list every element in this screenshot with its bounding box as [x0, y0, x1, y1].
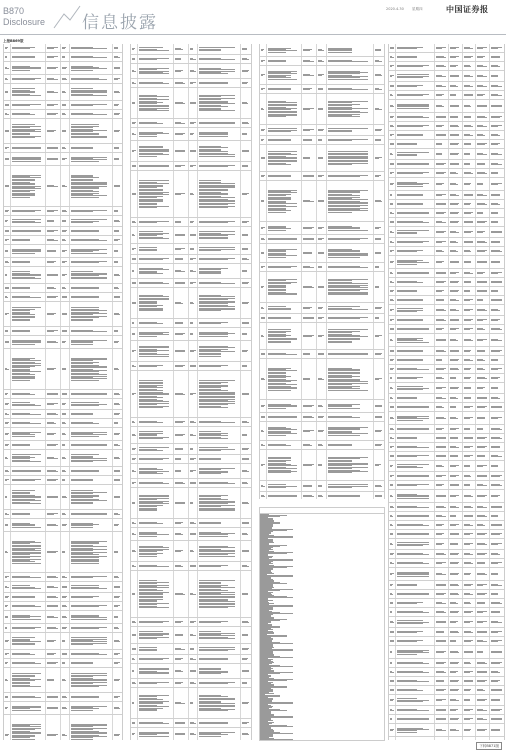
table-row — [131, 627, 251, 644]
table-row — [131, 128, 251, 141]
table-row — [389, 668, 504, 677]
table-row — [131, 44, 251, 55]
table-row — [389, 334, 504, 347]
table-row — [389, 425, 504, 434]
table-row — [260, 521, 384, 528]
table-row — [260, 701, 384, 708]
table-row — [131, 688, 251, 719]
table-row — [4, 668, 122, 693]
table-row — [389, 383, 504, 394]
table-row — [131, 644, 251, 655]
table-row — [4, 593, 122, 602]
table-row — [131, 571, 251, 618]
table-row — [260, 235, 384, 244]
table-row — [260, 595, 384, 604]
table-row — [131, 244, 251, 255]
table-row — [260, 222, 384, 235]
table-row — [389, 539, 504, 550]
table-row — [260, 450, 384, 481]
table-row — [389, 209, 504, 218]
table-row — [389, 550, 504, 559]
table-row — [131, 418, 251, 427]
table-row — [260, 641, 384, 648]
table-row — [131, 288, 251, 319]
table-row — [389, 100, 504, 113]
table-row — [389, 452, 504, 461]
table-row — [260, 125, 384, 136]
table-row — [260, 145, 384, 172]
table-row — [389, 503, 504, 512]
table-row — [389, 637, 504, 646]
table-row — [131, 162, 251, 171]
table-row — [260, 400, 384, 413]
table-row — [389, 559, 504, 568]
table-row — [4, 659, 122, 668]
section-name-cn: 信息披露 — [82, 13, 158, 33]
table-row — [4, 702, 122, 715]
table-row — [260, 413, 384, 422]
table-row — [4, 485, 122, 510]
table-row — [389, 628, 504, 637]
table-row — [260, 263, 384, 272]
table-row — [389, 131, 504, 140]
table-row — [260, 634, 384, 641]
table-row — [4, 227, 122, 236]
table-row — [260, 604, 384, 611]
table-row — [4, 519, 122, 532]
table-row — [4, 101, 122, 110]
table-row — [131, 679, 251, 688]
table-row — [389, 305, 504, 316]
table-row — [4, 349, 122, 390]
table-row — [131, 255, 251, 264]
section-name-en: Disclosure — [3, 17, 46, 27]
table-row — [260, 611, 384, 618]
table-row — [260, 664, 384, 671]
table-row — [131, 328, 251, 341]
table-row — [389, 256, 504, 269]
table-row — [260, 303, 384, 314]
table-row — [131, 119, 251, 128]
table-row — [260, 731, 384, 738]
table-row — [4, 110, 122, 119]
table-row — [389, 646, 504, 659]
table-row — [4, 284, 122, 293]
table-row — [131, 362, 251, 371]
table-row — [260, 558, 384, 565]
table-row — [131, 218, 251, 227]
table-row — [389, 737, 504, 740]
table-row — [4, 693, 122, 702]
table-row — [4, 399, 122, 410]
table-row — [260, 671, 384, 678]
table-row — [4, 62, 122, 75]
table-row — [389, 581, 504, 590]
table-row — [389, 44, 504, 53]
table-row — [131, 88, 251, 119]
table-row — [389, 412, 504, 425]
table-row — [131, 171, 251, 218]
header-divider — [0, 34, 506, 35]
table-row — [260, 648, 384, 655]
table-row — [389, 374, 504, 383]
table-row — [389, 599, 504, 608]
table-row — [389, 160, 504, 169]
table-row — [389, 227, 504, 238]
table-row — [389, 461, 504, 472]
table-row — [4, 75, 122, 84]
table-row — [4, 293, 122, 302]
table-row — [4, 84, 122, 101]
table-row — [131, 455, 251, 464]
table-row — [389, 122, 504, 131]
table-row — [131, 479, 251, 488]
table-row — [389, 53, 504, 62]
table-row — [389, 149, 504, 160]
table-row — [260, 685, 384, 694]
table-row — [260, 181, 384, 222]
table-row — [389, 530, 504, 539]
table-row — [260, 244, 384, 263]
table-row — [131, 227, 251, 244]
table-row — [389, 91, 504, 100]
table-row — [389, 590, 504, 599]
table-row — [131, 55, 251, 64]
table-row — [260, 481, 384, 492]
table-column-3 — [259, 44, 385, 499]
table-row — [4, 602, 122, 611]
table-row — [260, 514, 384, 521]
table-row — [4, 611, 122, 624]
table-row — [4, 302, 122, 327]
table-row — [260, 565, 384, 574]
table-row — [389, 443, 504, 452]
table-row — [389, 434, 504, 443]
table-row — [4, 144, 122, 153]
table-row — [389, 481, 504, 490]
table-row — [389, 365, 504, 374]
table-row — [131, 519, 251, 528]
table-row — [4, 715, 122, 740]
table-row — [389, 695, 504, 706]
table-row — [389, 178, 504, 191]
table-row — [131, 371, 251, 418]
table-row — [4, 510, 122, 519]
table-row — [131, 562, 251, 571]
table-row — [260, 350, 384, 359]
table-row — [4, 216, 122, 227]
table-row — [389, 140, 504, 149]
table-row — [389, 521, 504, 530]
table-row — [260, 715, 384, 724]
table-column-4 — [388, 44, 505, 740]
table-row — [260, 618, 384, 625]
disclosure-tables — [3, 37, 503, 740]
table-row — [260, 625, 384, 634]
table-row — [4, 650, 122, 659]
table-row — [4, 245, 122, 258]
table-row — [131, 264, 251, 279]
table-row — [131, 541, 251, 562]
table-row — [389, 715, 504, 724]
table-row — [131, 719, 251, 728]
table-row — [389, 218, 504, 227]
table-row — [131, 655, 251, 664]
table-row — [389, 686, 504, 695]
table-row — [389, 238, 504, 247]
table-row — [389, 316, 504, 325]
table-row — [389, 62, 504, 71]
table-row — [260, 314, 384, 323]
table-row — [4, 166, 122, 207]
table-row — [389, 394, 504, 403]
table-row — [260, 441, 384, 450]
table-row — [4, 410, 122, 419]
table-row — [389, 659, 504, 668]
table-row — [4, 153, 122, 166]
table-row — [4, 258, 122, 267]
table-row — [260, 136, 384, 145]
table-row — [131, 79, 251, 88]
table-row — [260, 678, 384, 685]
table-row — [260, 66, 384, 85]
table-row — [260, 535, 384, 544]
table-row — [389, 706, 504, 715]
table-row — [4, 53, 122, 62]
table-row — [4, 419, 122, 428]
table-row — [389, 403, 504, 412]
table-row — [4, 450, 122, 467]
page-number: B870 — [3, 6, 25, 16]
table-row — [260, 57, 384, 66]
table-row — [260, 738, 384, 741]
table-row — [131, 64, 251, 79]
table-row — [4, 633, 122, 650]
table-row — [131, 488, 251, 519]
table-row — [260, 323, 384, 350]
table-row — [131, 279, 251, 288]
table-row — [260, 85, 384, 94]
table-row — [260, 172, 384, 181]
table-row — [131, 664, 251, 679]
table-row — [4, 441, 122, 450]
table-row — [389, 71, 504, 82]
table-row — [4, 582, 122, 593]
table-row — [4, 624, 122, 633]
table-row — [389, 724, 504, 737]
table-row — [131, 728, 251, 740]
table-row — [389, 287, 504, 296]
slash-decoration-icon — [52, 4, 82, 30]
table-row — [389, 677, 504, 686]
table-row — [389, 113, 504, 122]
table-row — [389, 472, 504, 481]
table-row — [4, 44, 122, 53]
table-row — [131, 464, 251, 479]
table-row — [389, 347, 504, 356]
table-row — [4, 573, 122, 582]
page-header — [0, 0, 506, 34]
table-column-1 — [3, 44, 123, 740]
table-row — [260, 655, 384, 664]
table-row — [4, 336, 122, 349]
table-row — [260, 528, 384, 535]
table-row — [389, 325, 504, 334]
table-row — [260, 422, 384, 441]
table-row — [389, 617, 504, 628]
newspaper-logo: 中国证券报 — [446, 4, 489, 14]
table-row — [131, 618, 251, 627]
table-row — [260, 359, 384, 400]
table-row — [4, 390, 122, 399]
table-row — [131, 341, 251, 362]
table-row — [260, 708, 384, 715]
table-row — [389, 200, 504, 209]
issue-date: 2020.4.30 — [386, 7, 404, 11]
table-column-2 — [130, 44, 252, 740]
table-row — [260, 44, 384, 57]
table-row — [389, 278, 504, 287]
table-row — [389, 356, 504, 365]
table-row — [4, 428, 122, 441]
continuation-footer: 下转B871版 — [476, 742, 502, 750]
table-row — [131, 427, 251, 444]
table-row — [4, 119, 122, 144]
table-row — [131, 444, 251, 455]
table-row — [260, 551, 384, 558]
table-row — [4, 467, 122, 476]
table-row — [260, 544, 384, 551]
table-row — [389, 608, 504, 617]
table-row — [389, 490, 504, 503]
table-row — [4, 207, 122, 216]
table-row — [260, 492, 384, 499]
table-row — [4, 532, 122, 573]
table-row — [4, 327, 122, 336]
table-row — [131, 141, 251, 162]
table-row — [4, 236, 122, 245]
table-row — [389, 269, 504, 278]
table-row — [260, 581, 384, 588]
table-row — [131, 528, 251, 541]
table-row — [389, 296, 504, 305]
continuation-label: 上接B869版 — [3, 39, 24, 43]
sub-table — [259, 507, 385, 741]
table-row — [4, 476, 122, 485]
table-row — [260, 94, 384, 125]
table-row — [389, 191, 504, 200]
table-row — [389, 169, 504, 178]
table-row — [260, 574, 384, 581]
table-row — [260, 272, 384, 303]
table-row — [260, 588, 384, 595]
table-row — [389, 568, 504, 581]
issue-weekday: 星期四 — [412, 7, 423, 11]
table-row — [389, 247, 504, 256]
table-row — [389, 82, 504, 91]
table-row — [4, 267, 122, 284]
table-row — [260, 694, 384, 701]
table-row — [389, 512, 504, 521]
table-row — [260, 724, 384, 731]
table-row — [131, 319, 251, 328]
